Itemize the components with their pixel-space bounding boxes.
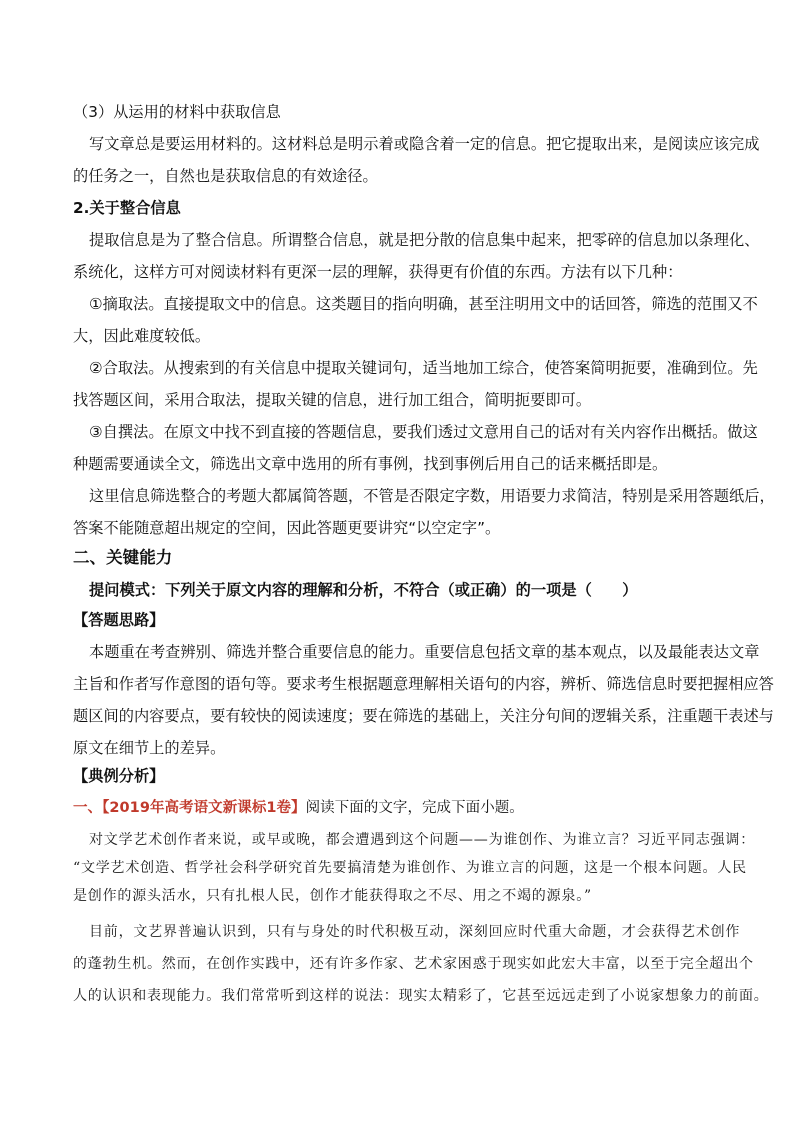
paragraph-3-line-2: 答案不能随意超出规定的空间，因此答题更要讲究“以空定字”。 — [73, 519, 501, 537]
method-1-line-2: 大，因此难度较低。 — [73, 327, 211, 345]
answer-idea-title: 【答题思路】 — [73, 611, 165, 629]
text-paragraph-1-line-3: 是创作的源头活水，只有扎根人民，创作才能获得取之不尽、用之不竭的源泉。” — [73, 888, 592, 904]
example-prefix: 一、 — [73, 800, 103, 816]
text-paragraph-1-line-1: 对文学艺术创作者来说，或早或晚，都会遭遇到这个问题——为谁创作、为谁立言？习近平同志强调： — [89, 832, 755, 848]
method-3-line-1: ③自撰法。在原文中找不到直接的答题信息，要我们透过文意用自己的话对有关内容作出概括。做这 — [89, 423, 758, 441]
section-3-title: （3）从运用的材料中获取信息 — [73, 103, 281, 121]
text-paragraph-2-line-2: 的蓬勃生机。然而，在创作实践中，还有许多作家、艺术家困惑于现实如此宏大丰富，以至于完全超出个 — [73, 956, 754, 972]
example-instruction: 阅读下面的文字，完成下面小题。 — [305, 800, 524, 816]
method-2-line-2: 找答题区间，采用合取法，提取关键的信息，进行加工组合，简明扼要即可。 — [73, 391, 592, 409]
answer-idea-line-1: 本题重在考查辨别、筛选并整合重要信息的能力。重要信息包括文章的基本观点，以及最能表达文章 — [89, 643, 760, 661]
paragraph-1-line-1: 写文章总是要运用材料的。这材料总是明示着或隐含着一定的信息。把它提取出来，是阅读应该完成 — [89, 135, 760, 153]
paragraph-3-line-1: 这里信息筛选整合的考题大都属简答题，不管是否限定字数，用语要力求简洁，特别是采用答题纸后， — [89, 487, 775, 505]
text-paragraph-2-line-1: 目前，文艺界普遍认识到，只有与身处的时代积极互动，深刻回应时代重大命题，才会获得艺术创作 — [89, 924, 741, 940]
paragraph-2-line-1: 提取信息是为了整合信息。所谓整合信息，就是把分散的信息集中起来，把零碎的信息加以条理化、 — [89, 231, 760, 249]
paragraph-1-line-2: 的任务之一，自然也是获取信息的有效途径。 — [73, 167, 378, 185]
question-model: 提问模式：下列关于原文内容的理解和分析，不符合（或正确）的一项是（ ） — [89, 581, 638, 599]
text-paragraph-1-line-2: “文学艺术创造、哲学社会科学研究首先要搞清楚为谁创作、为谁立言的问题，这是一个根本问题。人民 — [73, 860, 747, 876]
part-2-title: 二、关键能力 — [73, 548, 173, 567]
answer-idea-line-4: 原文在细节上的差异。 — [73, 739, 226, 757]
example-heading — [73, 798, 733, 818]
example-source: 【2019年高考语文新课标1卷】 — [102, 800, 306, 816]
answer-idea-line-3: 题区间的内容要点，要有较快的阅读速度；要在筛选的基础上，关注分句间的逻辑关系，注重题干表述与 — [73, 707, 774, 725]
method-3-line-2: 种题需要通读全文，筛选出文章中选用的所有事例，找到事例后用自己的话来概括即是。 — [73, 455, 668, 473]
paragraph-2-line-2: 系统化，这样方可对阅读材料有更深一层的理解，获得更有价值的东西。方法有以下几种： — [73, 263, 683, 281]
example-title: 【典例分析】 — [73, 767, 165, 785]
method-2-line-1: ②合取法。从搜索到的有关信息中提取关键词句，适当地加工综合，使答案简明扼要，准确到位。先 — [89, 359, 758, 377]
text-paragraph-2-line-3: 人的认识和表现能力。我们常常听到这样的说法：现实太精彩了，它甚至远远走到了小说家想象力的前面。 — [73, 988, 769, 1004]
answer-idea-line-2: 主旨和作者写作意图的语句等。要求考生根据题意理解相关语句的内容，辨析、筛选信息时要把握相应答 — [73, 675, 774, 693]
method-1-line-1: ①摘取法。直接提取文中的信息。这类题目的指向明确，甚至注明用文中的话回答，筛选的范围又不 — [89, 295, 758, 313]
section-2-title: 2.关于整合信息 — [73, 199, 181, 217]
